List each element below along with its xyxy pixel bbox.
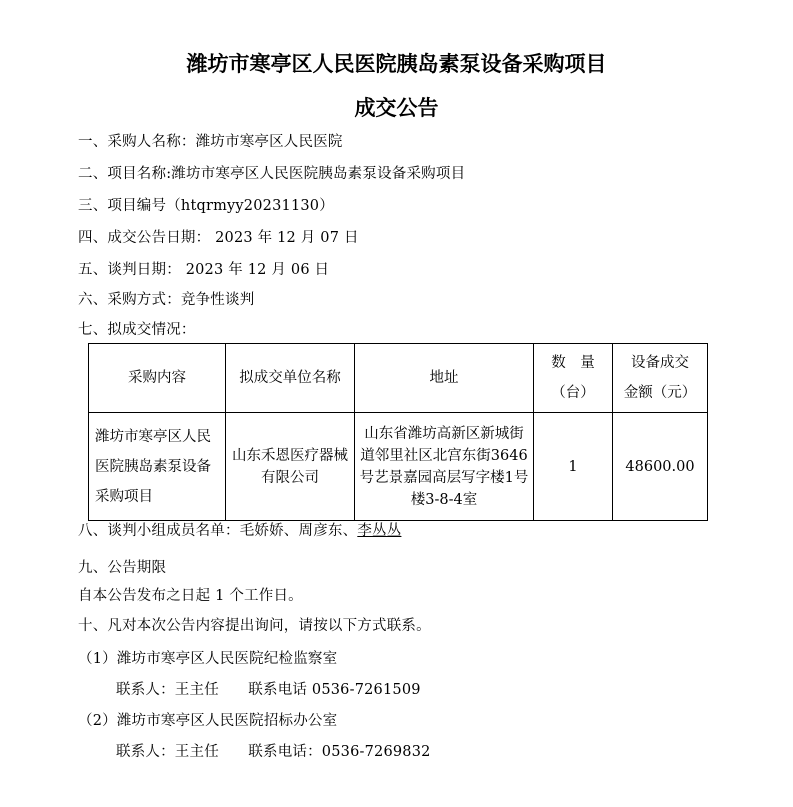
- header-qty-line2: （台）: [551, 385, 595, 401]
- method-line: 六、采购方式：竞争性谈判: [78, 292, 255, 308]
- contact-1-dept: （1）潍坊市寒亭区人民医院纪检监察室: [78, 651, 338, 667]
- situation-line: 七、拟成交情况：: [78, 322, 196, 338]
- buyer-line: 一、采购人名称：潍坊市寒亭区人民医院: [78, 134, 343, 150]
- period-title: 九、公告期限: [78, 560, 167, 576]
- negotiation-date-line: 五、谈判日期： 2023 年 12 月 06 日: [78, 262, 330, 278]
- period-text: 自本公告发布之日起 1 个工作日。: [78, 588, 303, 604]
- project-no-line: 三、项目编号（htqrmyy20231130）: [78, 198, 334, 214]
- contact-2-line: 联系人：王主任 联系电话：0536-7269832: [116, 744, 431, 760]
- header-vendor: 拟成交单位名称: [226, 344, 355, 413]
- title-line-1: 潍坊市寒亭区人民医院胰岛素泵设备采购项目: [186, 52, 607, 76]
- header-qty-line1: 数 量: [551, 355, 595, 371]
- members-prefix: 八、谈判小组成员名单：毛娇娇、周彦东、: [78, 523, 358, 539]
- project-name-line: 二、项目名称:潍坊市寒亭区人民医院胰岛素泵设备采购项目: [78, 166, 466, 182]
- header-amount: [613, 344, 708, 413]
- cell-content: 潍坊市寒亭区人民医院胰岛素泵设备采购项目: [89, 413, 226, 521]
- contact-2-dept: （2）潍坊市寒亭区人民医院招标办公室: [78, 713, 338, 729]
- members-last: 李丛丛: [357, 523, 402, 539]
- cell-vendor: 山东禾恩医疗器械有限公司: [226, 413, 355, 521]
- table-row: [89, 413, 708, 521]
- header-address: 地址: [355, 344, 534, 413]
- contact-1-line: 联系人：王主任 联系电话 0536-7261509: [116, 682, 421, 698]
- announce-date-line: 四、成交公告日期： 2023 年 12 月 07 日: [78, 230, 359, 246]
- header-content: 采购内容: [89, 344, 226, 413]
- header-amount-line1: 设备成交: [631, 355, 689, 371]
- cell-address: 山东省潍坊高新区新城街道邻里社区北宫东街3646号艺景嘉园高层写字楼1号楼3-8-4室: [355, 413, 534, 521]
- header-qty: [534, 344, 613, 413]
- cell-amount: 48600.00: [613, 413, 708, 521]
- title-line-2: 成交公告: [354, 96, 439, 120]
- table-header-row: [89, 344, 708, 413]
- inquiry-title: 十、凡对本次公告内容提出询问，请按以下方式联系。: [78, 618, 431, 634]
- members-line: [78, 519, 401, 540]
- cell-qty: 1: [534, 413, 613, 521]
- result-table: [88, 343, 708, 521]
- header-amount-line2: 金额（元）: [623, 385, 697, 401]
